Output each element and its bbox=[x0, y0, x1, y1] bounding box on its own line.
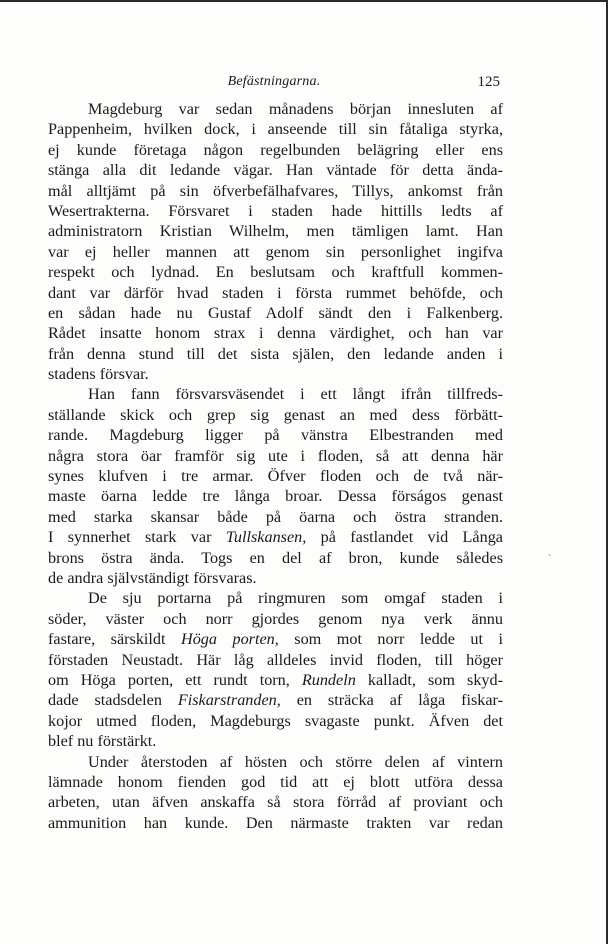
text-line: rande. Magdeburg ligger på vänstra Elbestranden med bbox=[48, 426, 503, 445]
text-run: om Höga porten, ett rundt torn, bbox=[48, 670, 302, 689]
text-line: stadens försvar. bbox=[48, 365, 149, 384]
text-run: som mot norr ledde ut i bbox=[278, 630, 504, 649]
text-run: I synnerhet stark var bbox=[48, 528, 226, 547]
italic-term: Fiskarstranden, bbox=[177, 691, 281, 710]
text-line: synes klufven i tre armar. Öfver floden och de två när- bbox=[48, 467, 503, 486]
text-line: lämnade honom fienden god tid att ej blott utföra dessa bbox=[48, 772, 503, 791]
page-top-edge bbox=[0, 0, 608, 2]
text-line: dant var därför hvad staden i första rummet behöfde, och bbox=[48, 283, 503, 302]
text-line: förstaden Neustadt. Här låg alldeles invid floden, till höger bbox=[48, 650, 503, 669]
italic-term: Tullskansen, bbox=[225, 528, 307, 547]
text-line: ej kunde företaga någon regelbunden belägring eller ens bbox=[48, 140, 503, 159]
text-line: Rådet insatte honom strax i denna värdighet, och han var bbox=[48, 324, 503, 343]
text-line: arbeten, utan äfven anskaffa så stora förråd af proviant och bbox=[48, 793, 503, 812]
running-header bbox=[48, 74, 500, 94]
text-line: stänga alla dit ledande vägar. Han väntade för detta ända- bbox=[48, 161, 503, 180]
text-line: blef nu förstärkt. bbox=[48, 732, 157, 751]
text-line: var ej heller mannen att genom sin personlighet ingifva bbox=[48, 242, 503, 261]
text-line: med starka skansar både på öarna och östra stranden. bbox=[48, 507, 503, 526]
text-line: Magdeburg var sedan månadens början innesluten af bbox=[88, 100, 503, 118]
text-run: fastare, särskildt bbox=[48, 630, 182, 649]
text-run: på fastlandet vid Långa bbox=[306, 528, 503, 547]
text-line bbox=[48, 527, 503, 547]
italic-term: Rundeln bbox=[301, 670, 356, 689]
text-line: Han fann försvarsväsendet i ett långt ifrån tillfreds- bbox=[88, 385, 503, 404]
text-line: brons östra ända. Togs en del af bron, kunde således bbox=[48, 548, 503, 567]
text-line: Under återstoden af hösten och större delen af vintern bbox=[88, 752, 503, 771]
text-line: Pappenheim, hvilken dock, i anseende till sin fåtaliga styrka, bbox=[48, 120, 503, 139]
text-line: Wesertrakterna. Försvaret i staden hade hittills ledts af bbox=[48, 201, 503, 220]
text-line bbox=[48, 690, 503, 710]
running-title: Befästningarna. bbox=[227, 74, 321, 89]
text-line: kojor utmed floden, Magdeburgs svagaste punkt. Äfven det bbox=[48, 711, 503, 730]
text-line: De sju portarna på ringmuren som omgaf staden i bbox=[88, 589, 503, 608]
body-text bbox=[48, 99, 503, 833]
text-line: respekt och lydnad. En beslutsam och kraftfull kommen- bbox=[48, 263, 503, 282]
text-line: administratorn Kristian Wilhelm, men tämligen lamt. Han bbox=[48, 222, 503, 241]
italic-term: Höga porten, bbox=[181, 630, 279, 649]
text-line: maste öarna ledde tre långa broar. Dessa förságos genast bbox=[48, 487, 503, 506]
text-line: söder, väster och norr gjordes genom nya verk ännu bbox=[48, 609, 503, 628]
text-line: mål alltjämt på sin öfverbefälhafvares, Tillys, ankomst från bbox=[48, 181, 503, 200]
text-line: de andra självständigt försvaras. bbox=[48, 568, 257, 587]
text-line: från denna stund till det sista själen, den ledande anden i bbox=[48, 344, 503, 363]
text-line: några stora öar framför sig ute i floden, så att denna här bbox=[48, 446, 503, 465]
text-line: ställande skick och grep sig genast an med dess förbätt- bbox=[48, 405, 503, 424]
text-line: en sådan hade nu Gustaf Adolf sändt den i Falkenberg. bbox=[48, 303, 503, 322]
margin-mark: ` bbox=[548, 554, 552, 565]
text-line bbox=[48, 670, 503, 690]
text-run: dade stadsdelen bbox=[48, 691, 178, 710]
page-number: 125 bbox=[477, 74, 500, 90]
text-line bbox=[48, 629, 503, 649]
text-line: ammunition han kunde. Den närmaste trakten var redan bbox=[48, 813, 503, 832]
text-run: kalladt, som skyd- bbox=[355, 670, 503, 689]
text-run: en sträcka af låga fiskar- bbox=[280, 691, 503, 710]
